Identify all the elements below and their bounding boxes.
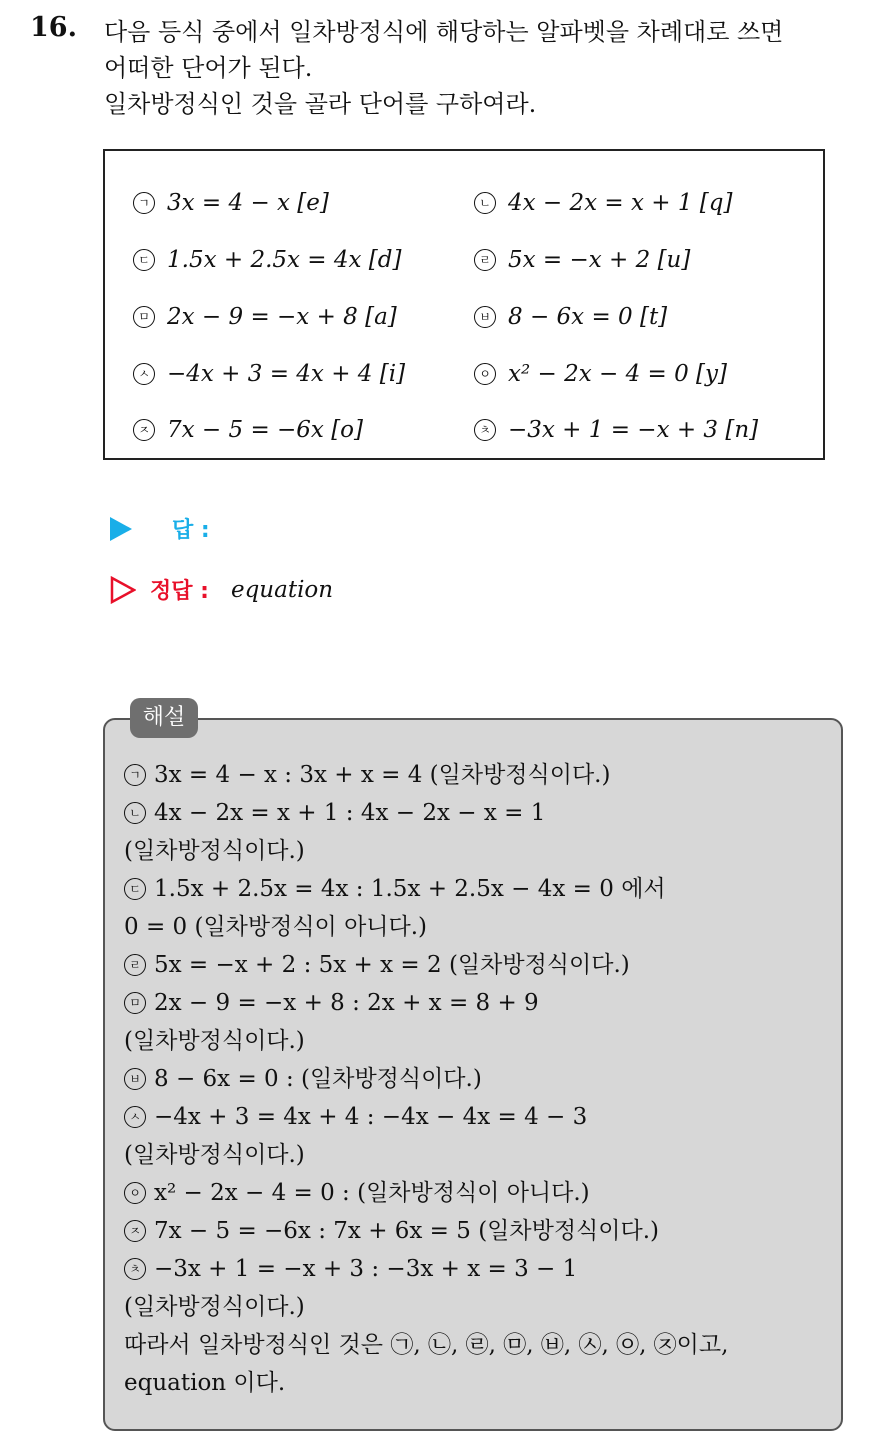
- question-number: 16.: [30, 12, 77, 43]
- option-mark: ㄴ: [474, 192, 496, 214]
- solution-text: −4x + 3 = 4x + 4 : −4x − 4x = 4 − 3: [154, 1104, 588, 1130]
- option-item: [474, 247, 690, 273]
- solution-line: [124, 1098, 834, 1136]
- solution-mark: ㅅ: [124, 1106, 146, 1128]
- solution-mark: ㅇ: [124, 1182, 146, 1204]
- solution-mark: ㄹ: [124, 954, 146, 976]
- solution-line: [124, 870, 834, 908]
- solution-conclusion: equation 이다.: [124, 1370, 286, 1396]
- solution-line: [124, 908, 834, 946]
- option-item: [474, 304, 667, 330]
- solution-text: 2x − 9 = −x + 8 : 2x + x = 8 + 9: [154, 990, 539, 1016]
- option-item: [474, 361, 727, 387]
- option-mark: ㅊ: [474, 419, 496, 441]
- solution-mark: ㅊ: [124, 1258, 146, 1280]
- option-item: [133, 190, 329, 216]
- option-text: 7x − 5 = −6x [o]: [167, 417, 364, 443]
- option-mark: ㅅ: [133, 363, 155, 385]
- question-line: 어떠한 단어가 된다.: [104, 54, 313, 82]
- solution-line: [124, 1174, 834, 1212]
- solution-line: [124, 1364, 834, 1402]
- solution-line: [124, 946, 834, 984]
- option-item: [133, 304, 397, 330]
- solution-line: [124, 1212, 834, 1250]
- option-text: 4x − 2x = x + 1 [q]: [508, 190, 733, 216]
- question-line: 일차방정식인 것을 골라 단어를 구하여라.: [104, 90, 537, 118]
- solution-text: 5x = −x + 2 : 5x + x = 2 (일차방정식이다.): [154, 952, 630, 978]
- question-line: 다음 등식 중에서 일차방정식에 해당하는 알파벳을 차례대로 쓰면: [104, 18, 784, 46]
- solution-line: [124, 794, 834, 832]
- correct-answer-value: equation: [230, 576, 334, 603]
- solution-line: [124, 1136, 834, 1174]
- option-item: [474, 190, 732, 216]
- option-item: [133, 247, 401, 273]
- play-triangle-icon: [110, 517, 132, 541]
- option-item: [133, 417, 363, 443]
- option-mark: ㅂ: [474, 306, 496, 328]
- solution-line: [124, 1250, 834, 1288]
- option-mark: ㄷ: [133, 249, 155, 271]
- solution-text: 8 − 6x = 0 : (일차방정식이다.): [154, 1066, 482, 1092]
- solution-conclusion: 따라서 일차방정식인 것은 ㉠, ㉡, ㉣, ㉤, ㉥, ㉦, ㉧, ㉨이고,: [124, 1332, 729, 1358]
- solution-mark: ㅁ: [124, 992, 146, 1014]
- option-text: −3x + 1 = −x + 3 [n]: [508, 417, 759, 443]
- solution-mark: ㅈ: [124, 1220, 146, 1242]
- solution-text: 7x − 5 = −6x : 7x + 6x = 5 (일차방정식이다.): [154, 1218, 659, 1244]
- option-text: 5x = −x + 2 [u]: [508, 247, 691, 273]
- option-text: 2x − 9 = −x + 8 [a]: [167, 304, 397, 330]
- solution-line: [124, 1326, 834, 1364]
- answer-row: [110, 513, 210, 544]
- outline-triangle-icon: [110, 576, 136, 604]
- solution-text: 0 = 0 (일차방정식이 아니다.): [124, 914, 428, 940]
- option-mark: ㅇ: [474, 363, 496, 385]
- solution-text: (일차방정식이다.): [124, 1028, 305, 1054]
- solution-text: −3x + 1 = −x + 3 : −3x + x = 3 − 1: [154, 1256, 578, 1282]
- solution-text: (일차방정식이다.): [124, 1142, 305, 1168]
- solution-text: 1.5x + 2.5x = 4x : 1.5x + 2.5x − 4x = 0 에서: [154, 876, 666, 902]
- correct-answer-row: [110, 574, 333, 605]
- option-mark: ㄱ: [133, 192, 155, 214]
- solution-tag: 해설: [130, 698, 198, 738]
- solution-line: [124, 1022, 834, 1060]
- answer-label: 답 :: [172, 518, 210, 543]
- option-text: 1.5x + 2.5x = 4x [d]: [167, 247, 402, 273]
- option-item: [133, 361, 405, 387]
- solution-text: 4x − 2x = x + 1 : 4x − 2x − x = 1: [154, 800, 546, 826]
- solution-mark: ㄷ: [124, 878, 146, 900]
- option-text: −4x + 3 = 4x + 4 [i]: [167, 361, 406, 387]
- solution-text: x² − 2x − 4 = 0 : (일차방정식이 아니다.): [154, 1180, 590, 1206]
- solution-mark: ㅂ: [124, 1068, 146, 1090]
- option-text: x² − 2x − 4 = 0 [y]: [508, 361, 727, 387]
- solution-mark: ㄱ: [124, 764, 146, 786]
- option-mark: ㅈ: [133, 419, 155, 441]
- option-mark: ㅁ: [133, 306, 155, 328]
- question-text: [104, 14, 874, 122]
- solution-line: [124, 1060, 834, 1098]
- option-item: [474, 417, 758, 443]
- solution-text: (일차방정식이다.): [124, 838, 305, 864]
- solution-line: [124, 756, 834, 794]
- correct-answer-label: 정답 :: [150, 579, 209, 604]
- option-mark: ㄹ: [474, 249, 496, 271]
- option-text: 3x = 4 − x [e]: [167, 190, 329, 216]
- solution-line: [124, 832, 834, 870]
- solution-lines: [124, 756, 834, 1402]
- solution-mark: ㄴ: [124, 802, 146, 824]
- solution-text: (일차방정식이다.): [124, 1294, 305, 1320]
- solution-line: [124, 1288, 834, 1326]
- option-text: 8 − 6x = 0 [t]: [508, 304, 668, 330]
- solution-line: [124, 984, 834, 1022]
- solution-text: 3x = 4 − x : 3x + x = 4 (일차방정식이다.): [154, 762, 611, 788]
